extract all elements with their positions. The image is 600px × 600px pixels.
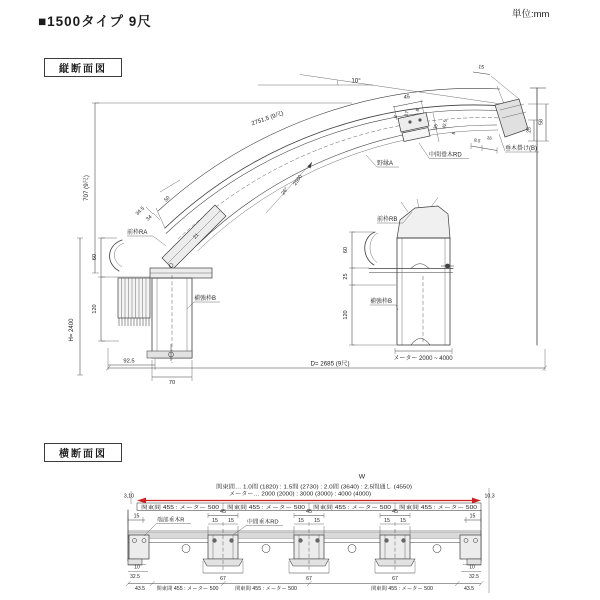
- front-frame-ra: [127, 180, 226, 269]
- label-ceiling-batten: 野縁A: [377, 161, 394, 167]
- dim-cs-67: 67: [392, 576, 398, 582]
- span-label-4: 関東間 455 : メーター 500: [399, 504, 460, 511]
- dim-34: 34: [145, 214, 154, 223]
- bottom-span-2: 関東間 455 : メーター 500: [235, 586, 294, 592]
- mid-rafter-3: [375, 509, 415, 582]
- dim-8a: 8: [392, 114, 399, 119]
- dim-roof-angle: 10°: [351, 77, 361, 85]
- dim-cs-15: 15: [314, 518, 320, 524]
- dim-35: 35: [432, 123, 439, 130]
- dim-curve-length: 2751.5 (9尺): [250, 110, 285, 128]
- mid-rafter-2: [289, 509, 329, 582]
- wall-bracket-detail: [473, 64, 549, 345]
- unit-label: 単位:mm: [512, 9, 550, 20]
- dim-120: 120: [92, 304, 98, 314]
- dim-cs-15: 15: [228, 518, 234, 524]
- dim-34-5: 34.5: [134, 205, 146, 217]
- dim-cs-10-right: 10: [469, 564, 475, 571]
- label-meter-range: メーター 2000 ~ 4000: [393, 356, 453, 362]
- dim-cs-67: 67: [306, 576, 312, 582]
- dim-16: 16: [486, 135, 493, 141]
- dim-cs-10-left: 10: [134, 564, 140, 571]
- dim-cs-45: 45: [306, 508, 312, 515]
- dim-cs-45: 45: [220, 508, 226, 515]
- label-front-frame-rb: 前枠RB: [377, 217, 398, 223]
- label-front-frame-ra: 前枠RA: [127, 230, 148, 236]
- vertical-section-label: 縦断面図: [44, 58, 122, 77]
- label-edge-rafter: 端部垂木R: [157, 517, 185, 524]
- dim-8c: 8: [450, 131, 457, 135]
- dim-42-5: 42.5: [441, 119, 448, 130]
- dim-rb-60: 60: [343, 246, 349, 254]
- dim-45: 45: [403, 93, 411, 102]
- dim-depth: D= 2685 (9尺): [310, 360, 350, 368]
- roof-angle-annotation: [95, 75, 506, 105]
- edge-rafter-right: [460, 510, 481, 580]
- dim-arc-angle: 26°: [280, 186, 290, 197]
- span-label-1: 関東間 455 : メーター 500: [141, 504, 202, 511]
- dim-8b: 8: [414, 108, 421, 112]
- dim-cs-15: 15: [384, 518, 390, 524]
- label-rafter-hook: 垂木掛け(B): [505, 146, 537, 152]
- dim-8-5: 8.5: [473, 137, 481, 144]
- label-reinforce-frame-b2: 補強枠B: [370, 299, 393, 305]
- width-note-kanto: 関東間… 1.0間 (1820) : 1.5間 (2730) : 2.0間 (3640) : 2.5間通し (4550): [216, 484, 387, 491]
- front-frame-rb-detail: [343, 198, 454, 363]
- width-note-meter: メーター… 2000 (2000) : 3000 (3000) : 4000 (4000): [229, 491, 357, 498]
- dim-edge-15: 15: [477, 64, 485, 71]
- page-title: ■1500タイプ 9尺: [38, 14, 152, 29]
- dim-cs-32-5-right: 32.5: [469, 574, 479, 580]
- dim-cs-43-5-left: 43.5: [134, 586, 146, 592]
- bottom-dimension-row: [126, 581, 484, 592]
- mid-rafter-1: [203, 509, 283, 582]
- dim-cs-32-5-left: 32.5: [130, 574, 140, 580]
- edge-rafter-left: [128, 510, 191, 580]
- dim-cs-43-5-right: 43.5: [463, 586, 475, 592]
- dim-50: 50: [163, 195, 172, 204]
- dim-70: 70: [168, 380, 176, 386]
- dim-cs-15: 15: [400, 518, 406, 524]
- span-label-2: 関東間 455 : メーター 500: [227, 504, 288, 511]
- dim-cs-45: 45: [392, 508, 398, 515]
- dim-17: 17: [403, 110, 410, 117]
- dim-cs-15: 15: [212, 518, 218, 524]
- dim-radius: 2500: [292, 173, 304, 187]
- left-dimension-chain: [69, 103, 154, 375]
- label-reinforce-frame-b: 補強枠B: [194, 296, 217, 302]
- dim-cs-15: 15: [298, 518, 304, 524]
- dim-rb-120: 120: [343, 310, 349, 320]
- cross-section-drawing: [0, 440, 600, 600]
- right-edge-dims: 10,3: [484, 493, 495, 500]
- bottom-span-1: 関東間 455 : メーター 500: [156, 586, 216, 592]
- label-cs-mid-rafter: 中間垂木RD: [247, 519, 279, 526]
- dim-roof-height: 707 (9尺): [83, 175, 90, 201]
- width-symbol: W: [358, 473, 366, 481]
- dim-92-5: 92.5: [123, 358, 135, 365]
- dim-total-height: H= 2400: [69, 318, 75, 342]
- dim-cs-15-left: 15: [133, 513, 140, 520]
- label-mid-rafter: 中間垂木RD: [429, 152, 462, 159]
- dim-25: 25: [526, 127, 533, 133]
- roof-curve-dimensions: [250, 109, 312, 213]
- left-edge-dims: 3,10: [123, 493, 134, 500]
- dim-rb-25: 25: [343, 273, 349, 280]
- vertical-section-drawing: [0, 60, 600, 440]
- span-label-3: 関東間 455 : メーター 500: [313, 504, 374, 511]
- cross-section-label: 横断面図: [44, 443, 122, 462]
- bottom-span-3: 関東間 455 : メーター 500: [371, 586, 430, 592]
- dim-cs-15-right: 15: [469, 513, 476, 520]
- dim-cs-67: 67: [220, 576, 226, 582]
- dim-60: 60: [92, 253, 98, 261]
- dim-58: 58: [538, 119, 545, 125]
- dim-21: 21: [192, 232, 201, 241]
